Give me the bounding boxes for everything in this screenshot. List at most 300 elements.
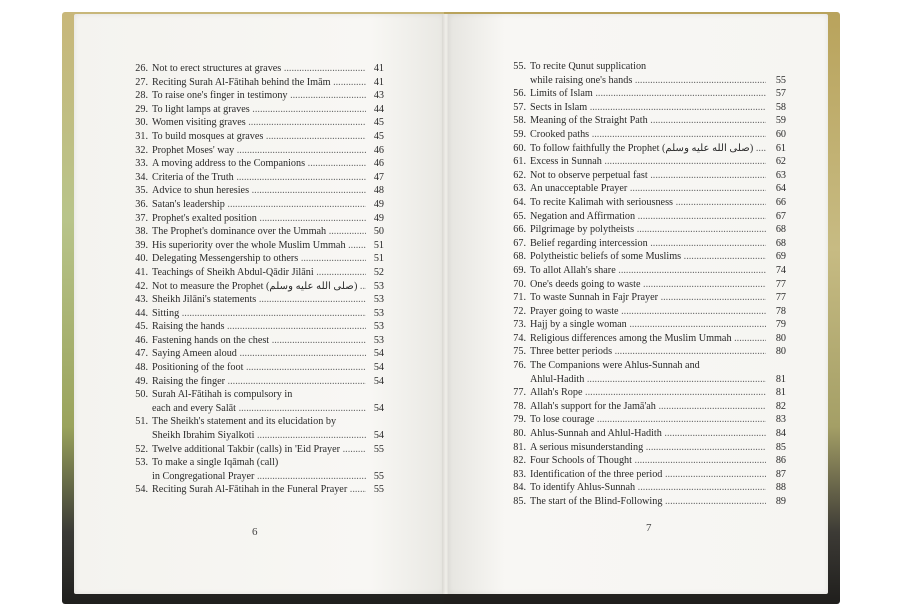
toc-entry-title-line: Meaning of the Straight Path ..... (530, 114, 766, 128)
toc-entry-page: 54 (373, 402, 384, 414)
toc-entry (448, 495, 828, 509)
toc-entry (448, 291, 828, 305)
toc-entry (74, 212, 444, 226)
toc-entry-title (152, 334, 366, 348)
toc-entry-page: 54 (373, 375, 384, 387)
toc-entry-number: 76. (513, 360, 526, 372)
toc-entry-number: 73. (513, 319, 526, 331)
toc-entry-title (530, 60, 766, 87)
toc-entry-title-line: Twelve additional Takbir (calls) in 'Eid Prayer ..... (152, 443, 366, 457)
toc-entry-number: 36. (135, 198, 148, 210)
toc-entry-page: 60 (775, 128, 786, 140)
toc-entry-page: 77 (775, 278, 786, 290)
toc-entry-number: 63. (513, 183, 526, 195)
toc-entry (74, 171, 444, 185)
toc-entry (74, 483, 444, 497)
toc-entry-page: 62 (775, 156, 786, 168)
toc-entry (448, 400, 828, 414)
toc-entry-title-line: while raising one's hands ..... (530, 74, 766, 88)
table-of-contents-right (448, 60, 828, 509)
toc-entry-title-line: Not to observe perpetual fast ..... (530, 169, 766, 183)
toc-entry (448, 454, 828, 468)
toc-entry-title-line: Saying Ameen aloud ..... (152, 347, 366, 361)
toc-entry-page: 48 (373, 185, 384, 197)
toc-entry-number: 31. (135, 130, 148, 142)
toc-entry-page: 54 (373, 430, 384, 442)
toc-entry-title (152, 144, 366, 158)
toc-entry-title-line: The Sheikh's statement and its elucidation by (152, 416, 337, 428)
toc-entry-title-line: Teachings of Sheikh Abdul-Qādir Jilāni ..... (152, 266, 366, 280)
toc-entry-page: 52 (373, 266, 384, 278)
toc-entry-number: 37. (135, 212, 148, 224)
toc-entry-title (152, 280, 366, 294)
toc-entry-title-line: To waste Sunnah in Fajr Prayer ..... (530, 291, 766, 305)
toc-entry-title-line: To light lamps at graves ..... (152, 103, 366, 117)
toc-entry (74, 293, 444, 307)
toc-entry-number: 40. (135, 253, 148, 265)
toc-entry-title-line: The Prophet's dominance over the Ummah ..... (152, 225, 366, 239)
toc-entry-title (530, 413, 766, 427)
toc-entry-number: 61. (513, 156, 526, 168)
toc-entry-page: 80 (775, 346, 786, 358)
toc-entry-number: 35. (135, 185, 148, 197)
toc-entry-page: 51 (373, 253, 384, 265)
toc-entry-page: 49 (373, 212, 384, 224)
toc-entry-title-line: A serious misunderstanding ..... (530, 441, 766, 455)
toc-entry-title-line: Women visiting graves ..... (152, 116, 366, 130)
toc-entry-page: 46 (373, 144, 384, 156)
toc-entry-page: 83 (775, 414, 786, 426)
toc-entry-title (530, 196, 766, 210)
toc-entry-title-line: Not to erect structures at graves ..... (152, 62, 366, 76)
toc-entry-number: 58. (513, 115, 526, 127)
toc-entry (448, 318, 828, 332)
toc-entry-page: 64 (775, 183, 786, 195)
toc-entry-title (152, 198, 366, 212)
toc-entry-number: 56. (513, 88, 526, 100)
toc-entry-title (152, 157, 366, 171)
toc-entry-page: 81 (775, 373, 786, 385)
toc-entry-number: 70. (513, 278, 526, 290)
toc-entry-title-line: in Congregational Prayer ..... (152, 470, 366, 484)
toc-entry-title-line: Prophet Moses' way ..... (152, 144, 366, 158)
toc-entry-title (152, 62, 366, 76)
toc-entry (448, 305, 828, 319)
toc-entry (74, 239, 444, 253)
toc-entry (74, 415, 444, 442)
toc-entry-title (152, 456, 366, 483)
toc-entry-page: 59 (775, 115, 786, 127)
toc-entry-page: 45 (373, 117, 384, 129)
toc-entry (448, 468, 828, 482)
toc-entry-number: 39. (135, 239, 148, 251)
toc-entry-title (152, 116, 366, 130)
toc-entry-page: 68 (775, 224, 786, 236)
toc-entry (74, 280, 444, 294)
toc-entry-title (530, 441, 766, 455)
toc-entry-title-line: Pilgrimage by polytheists ..... (530, 223, 766, 237)
toc-entry-number: 78. (513, 400, 526, 412)
toc-entry-page: 55 (373, 484, 384, 496)
toc-entry (448, 210, 828, 224)
toc-entry-title (530, 210, 766, 224)
toc-entry (74, 347, 444, 361)
toc-entry-title (530, 237, 766, 251)
toc-entry-page: 66 (775, 196, 786, 208)
toc-entry-title (152, 320, 366, 334)
toc-entry-page: 53 (373, 321, 384, 333)
toc-entry-title-line: Satan's leadership ..... (152, 198, 366, 212)
toc-entry-title (530, 427, 766, 441)
toc-entry-title-line: Excess in Sunnah ..... (530, 155, 766, 169)
toc-entry-title (530, 454, 766, 468)
toc-entry-title-line: Crooked paths ..... (530, 128, 766, 142)
toc-entry-page: 63 (775, 169, 786, 181)
toc-entry (74, 62, 444, 76)
toc-entry-title-line: Criteria of the Truth ..... (152, 171, 366, 185)
toc-entry-title-line: Reciting Surah Al-Fātihah behind the Imām ..... (152, 76, 366, 90)
toc-entry-number: 46. (135, 334, 148, 346)
toc-entry-title-line: Sheikh Jilāni's statements ..... (152, 293, 366, 307)
toc-entry (74, 103, 444, 117)
toc-entry-title (530, 400, 766, 414)
toc-entry (448, 128, 828, 142)
toc-entry-title-line: Sheikh Ibrahim Siyalkoti ..... (152, 429, 366, 443)
toc-entry-title (152, 375, 366, 389)
toc-entry (448, 223, 828, 237)
toc-entry (448, 182, 828, 196)
toc-entry (448, 196, 828, 210)
toc-entry-title-line: To recite Kalimah with seriousness ..... (530, 196, 766, 210)
toc-entry-page: 53 (373, 334, 384, 346)
toc-entry-title (530, 291, 766, 305)
toc-entry-title (530, 278, 766, 292)
toc-entry-page: 46 (373, 158, 384, 170)
toc-entry-title-line: Not to measure the Prophet (صلى الله عليه وسلم) ..... (152, 280, 366, 294)
toc-entry (448, 142, 828, 156)
toc-entry-number: 77. (513, 387, 526, 399)
toc-entry (448, 332, 828, 346)
toc-entry (448, 345, 828, 359)
toc-entry-title-line: Fastening hands on the chest ..... (152, 334, 366, 348)
toc-entry-page: 53 (373, 294, 384, 306)
toc-entry (74, 443, 444, 457)
toc-entry-title-line: To raise one's finger in testimony ..... (152, 89, 366, 103)
toc-entry-title (530, 223, 766, 237)
toc-entry-title-line: Raising the hands ..... (152, 320, 366, 334)
toc-entry-title-line: Three better periods ..... (530, 345, 766, 359)
toc-entry (448, 60, 828, 87)
toc-entry (74, 184, 444, 198)
toc-entry-title-line: The start of the Blind-Following ..... (530, 495, 766, 509)
toc-entry-number: 27. (135, 76, 148, 88)
toc-entry-title (530, 101, 766, 115)
toc-entry (74, 157, 444, 171)
page-number-right: 7 (646, 522, 652, 534)
toc-entry-number: 67. (513, 237, 526, 249)
toc-entry-title-line: Sects in Islam ..... (530, 101, 766, 115)
toc-entry-title-line: Reciting Surah Al-Fātihah in the Funeral Prayer ..... (152, 483, 366, 497)
toc-entry-page: 85 (775, 441, 786, 453)
toc-entry-number: 71. (513, 292, 526, 304)
toc-entry (448, 169, 828, 183)
toc-entry (448, 441, 828, 455)
toc-entry-title (152, 293, 366, 307)
toc-entry-number: 30. (135, 117, 148, 129)
toc-entry-title-line: Advice to shun heresies ..... (152, 184, 366, 198)
toc-entry-page: 58 (775, 101, 786, 113)
toc-entry-title (152, 347, 366, 361)
toc-entry-number: 81. (513, 441, 526, 453)
toc-entry-title (530, 359, 766, 386)
toc-entry-number: 28. (135, 90, 148, 102)
toc-entry-number: 59. (513, 128, 526, 140)
toc-entry (74, 334, 444, 348)
toc-entry-title (530, 182, 766, 196)
toc-entry (74, 225, 444, 239)
toc-entry-number: 60. (513, 142, 526, 154)
toc-entry-page: 43 (373, 90, 384, 102)
toc-entry (448, 413, 828, 427)
toc-entry (448, 237, 828, 251)
toc-entry-title-line: Delegating Messengership to others ..... (152, 252, 366, 266)
toc-entry-page: 79 (775, 319, 786, 331)
toc-entry-number: 54. (135, 484, 148, 496)
toc-entry-title-line: To identify Ahlus-Sunnah ..... (530, 481, 766, 495)
toc-entry-title-line: Religious differences among the Muslim Ummah ..... (530, 332, 766, 346)
toc-entry-title-line: Four Schools of Thought ..... (530, 454, 766, 468)
toc-entry-number: 48. (135, 362, 148, 374)
toc-entry-page: 45 (373, 130, 384, 142)
toc-entry-title-line: Sitting ..... (152, 307, 366, 321)
toc-entry-title (530, 305, 766, 319)
toc-entry-title-line: Positioning of the foot ..... (152, 361, 366, 375)
toc-entry-number: 50. (135, 389, 148, 401)
left-page (74, 14, 444, 594)
toc-entry-title (530, 128, 766, 142)
toc-entry-title-line: Belief regarding intercession ..... (530, 237, 766, 251)
toc-entry-page: 81 (775, 387, 786, 399)
toc-entry-page: 55 (373, 470, 384, 482)
toc-entry-number: 72. (513, 305, 526, 317)
page-number-left: 6 (252, 526, 258, 538)
toc-entry-number: 68. (513, 251, 526, 263)
toc-entry (74, 266, 444, 280)
toc-entry-title (152, 225, 366, 239)
toc-entry (74, 89, 444, 103)
toc-entry-page: 49 (373, 198, 384, 210)
toc-entry-title (530, 264, 766, 278)
toc-entry-title-line: Polytheistic beliefs of some Muslims ..... (530, 250, 766, 264)
toc-entry-page: 41 (373, 76, 384, 88)
toc-entry-title-line: To follow faithfully the Prophet (صلى الله عليه وسلم) ..... (530, 142, 766, 156)
toc-entry-title-line: Prophet's exalted position ..... (152, 212, 366, 226)
toc-entry-title (530, 468, 766, 482)
toc-entry (448, 114, 828, 128)
toc-entry-number: 43. (135, 294, 148, 306)
toc-entry (74, 116, 444, 130)
toc-entry-title (152, 103, 366, 117)
toc-entry-number: 49. (135, 375, 148, 387)
toc-entry-page: 47 (373, 171, 384, 183)
toc-entry-page: 41 (373, 63, 384, 74)
toc-entry-page: 68 (775, 237, 786, 249)
toc-entry-title-line: Ahlul-Hadith ..... (530, 373, 766, 387)
toc-entry-page: 88 (775, 482, 786, 494)
toc-entry-title-line: Limits of Islam ..... (530, 87, 766, 101)
toc-entry-page: 53 (373, 280, 384, 292)
toc-entry-number: 32. (135, 144, 148, 156)
toc-entry-title (530, 386, 766, 400)
toc-entry-title-line: To lose courage ..... (530, 413, 766, 427)
toc-entry-title-line: One's deeds going to waste ..... (530, 278, 766, 292)
toc-entry-number: 65. (513, 210, 526, 222)
toc-entry-title-line: Allah's Rope ..... (530, 386, 766, 400)
toc-entry-page: 51 (373, 239, 384, 251)
toc-entry (448, 250, 828, 264)
toc-entry-title-line: To make a single Iqāmah (call) (152, 457, 279, 469)
toc-entry-title-line: To build mosques at graves ..... (152, 130, 366, 144)
toc-entry-number: 80. (513, 428, 526, 440)
toc-entry-title-line: Ahlus-Sunnah and Ahlul-Hadith ..... (530, 427, 766, 441)
toc-entry-number: 41. (135, 266, 148, 278)
toc-entry-number: 38. (135, 226, 148, 238)
toc-entry (74, 252, 444, 266)
toc-entry-title (530, 114, 766, 128)
toc-entry-title-line: Surah Al-Fātihah is compulsory in (152, 389, 293, 401)
toc-entry (448, 101, 828, 115)
toc-entry-title-line: Allah's support for the Jamā'ah ..... (530, 400, 766, 414)
toc-entry-title (152, 76, 366, 90)
toc-entry-title (152, 443, 366, 457)
toc-entry-page: 54 (373, 348, 384, 360)
toc-entry-title (530, 318, 766, 332)
toc-entry-title (152, 130, 366, 144)
toc-entry-title (152, 415, 366, 442)
toc-entry-title (152, 212, 366, 226)
toc-entry-number: 64. (513, 196, 526, 208)
toc-entry (448, 427, 828, 441)
toc-entry-page: 78 (775, 305, 786, 317)
toc-entry-page: 53 (373, 307, 384, 319)
toc-entry-page: 67 (775, 210, 786, 222)
toc-entry-page: 89 (775, 496, 786, 507)
toc-entry (448, 359, 828, 386)
open-book (62, 6, 840, 604)
toc-entry (448, 264, 828, 278)
toc-entry-page: 84 (775, 428, 786, 440)
toc-entry-title (152, 171, 366, 185)
toc-entry-number: 74. (513, 332, 526, 344)
toc-entry-page: 61 (775, 142, 786, 154)
toc-entry-title (152, 184, 366, 198)
toc-entry-number: 45. (135, 321, 148, 333)
toc-entry (74, 130, 444, 144)
toc-entry-page: 77 (775, 292, 786, 304)
toc-entry-page: 44 (373, 103, 384, 115)
toc-entry-title-line: An unacceptable Prayer ..... (530, 182, 766, 196)
toc-entry-page: 86 (775, 455, 786, 467)
toc-entry-page: 74 (775, 264, 786, 276)
toc-entry (74, 76, 444, 90)
toc-entry-title (530, 87, 766, 101)
toc-entry (448, 386, 828, 400)
toc-entry (448, 481, 828, 495)
toc-entry-number: 33. (135, 158, 148, 170)
toc-entry-title (530, 250, 766, 264)
toc-entry-title-line: The Companions were Ahlus-Sunnah and (530, 360, 700, 372)
toc-entry-title-line: Raising the finger ..... (152, 375, 366, 389)
toc-entry-title-line: Identification of the three period ..... (530, 468, 766, 482)
toc-entry-title (530, 332, 766, 346)
toc-entry-number: 44. (135, 307, 148, 319)
toc-entry-title (152, 239, 366, 253)
toc-entry-title (530, 345, 766, 359)
toc-entry-number: 57. (513, 101, 526, 113)
toc-entry (448, 278, 828, 292)
toc-entry-number: 82. (513, 455, 526, 467)
toc-entry-title-line: His superiority over the whole Muslim Ummah ..... (152, 239, 366, 253)
toc-entry-number: 51. (135, 416, 148, 428)
toc-entry-title-line: Hajj by a single woman ..... (530, 318, 766, 332)
toc-entry-number: 47. (135, 348, 148, 360)
toc-entry-title (152, 252, 366, 266)
toc-entry-number: 79. (513, 414, 526, 426)
toc-entry-title (152, 89, 366, 103)
toc-entry-page: 54 (373, 362, 384, 374)
toc-entry-title (152, 266, 366, 280)
toc-entry-title (152, 483, 366, 497)
toc-entry-title-line: Negation and Affirmation ..... (530, 210, 766, 224)
toc-entry-number: 42. (135, 280, 148, 292)
toc-entry-page: 80 (775, 332, 786, 344)
toc-entry-title (530, 495, 766, 509)
toc-entry-number: 66. (513, 224, 526, 236)
toc-entry-title-line: To recite Qunut supplication (530, 61, 647, 72)
toc-entry (448, 155, 828, 169)
toc-entry (448, 87, 828, 101)
toc-entry-number: 52. (135, 443, 148, 455)
toc-entry-page: 87 (775, 468, 786, 480)
toc-entry-number: 53. (135, 457, 148, 469)
toc-entry-number: 55. (513, 61, 526, 72)
toc-entry-title (530, 481, 766, 495)
toc-entry-number: 29. (135, 103, 148, 115)
toc-entry-title-line: To allot Allah's share ..... (530, 264, 766, 278)
toc-entry-number: 26. (135, 63, 148, 74)
toc-entry (74, 307, 444, 321)
toc-entry-page: 69 (775, 251, 786, 263)
toc-entry-page: 57 (775, 88, 786, 100)
toc-entry-title (530, 169, 766, 183)
toc-entry (74, 320, 444, 334)
toc-entry (74, 375, 444, 389)
toc-entry-number: 62. (513, 169, 526, 181)
toc-entry-title (530, 155, 766, 169)
toc-entry-page: 55 (373, 443, 384, 455)
toc-entry-number: 69. (513, 264, 526, 276)
toc-entry-number: 85. (513, 496, 526, 507)
toc-entry-title-line: A moving address to the Companions ..... (152, 157, 366, 171)
toc-entry (74, 198, 444, 212)
toc-entry-page: 55 (775, 74, 786, 86)
toc-entry-title (152, 388, 366, 415)
toc-entry-title (152, 307, 366, 321)
toc-entry-number: 84. (513, 482, 526, 494)
toc-entry-page: 82 (775, 400, 786, 412)
toc-entry (74, 144, 444, 158)
toc-entry (74, 456, 444, 483)
